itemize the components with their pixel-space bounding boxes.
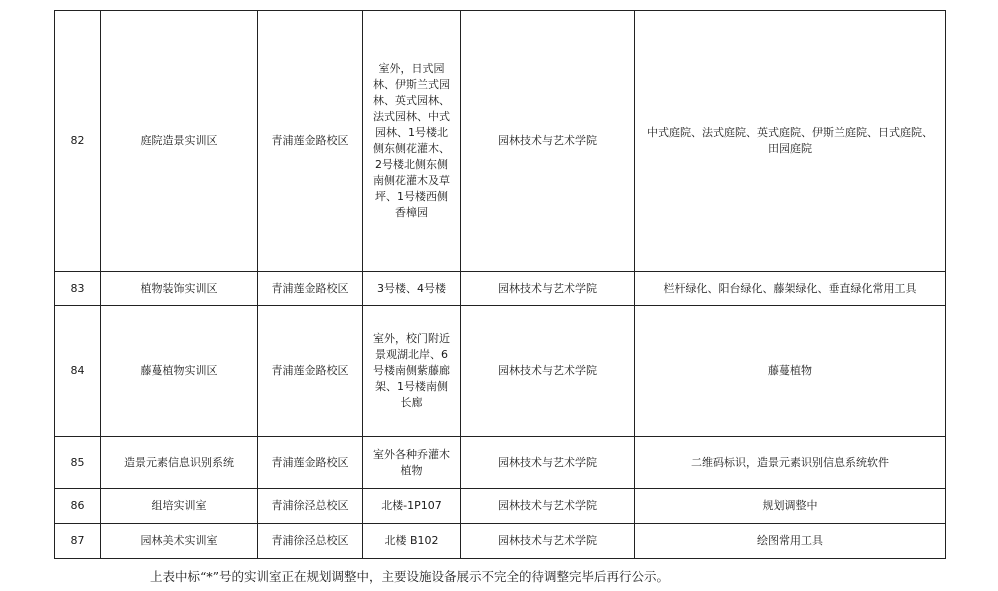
college: 园林技术与艺术学院 <box>461 11 635 272</box>
location-line: 香樟园 <box>395 206 428 219</box>
location-line: 林、伊斯兰式园 <box>373 78 450 91</box>
location-line: 坪、1号楼西侧 <box>375 190 448 203</box>
location-line: 室外，校门附近 <box>373 332 450 345</box>
college: 园林技术与艺术学院 <box>461 437 635 489</box>
equipment-line: 规划调整中 <box>762 499 818 512</box>
table-row <box>55 306 946 437</box>
equipment <box>635 524 946 559</box>
room-name: 组培实训室 <box>101 489 258 524</box>
campus: 青浦莲金路校区 <box>258 306 363 437</box>
row-number: 87 <box>55 524 101 559</box>
equipment <box>635 437 946 489</box>
location-line: 北楼 B102 <box>384 534 439 547</box>
table-row <box>55 524 946 559</box>
equipment-line: 田园庭院 <box>768 142 812 155</box>
table-row <box>55 437 946 489</box>
location-line: 法式园林、中式 <box>373 110 450 123</box>
room-name: 园林美术实训室 <box>101 524 258 559</box>
equipment <box>635 11 946 272</box>
location <box>363 11 461 272</box>
location-line: 室外各种乔灌木 <box>373 447 450 461</box>
equipment <box>635 489 946 524</box>
table-row <box>55 11 946 272</box>
location-line: 园林、1号楼北 <box>375 126 448 139</box>
college: 园林技术与艺术学院 <box>461 489 635 524</box>
college: 园林技术与艺术学院 <box>461 272 635 306</box>
campus: 青浦徐泾总校区 <box>258 524 363 559</box>
location-line: 长廊 <box>400 396 423 409</box>
table-body <box>55 11 946 559</box>
room-name: 庭院造景实训区 <box>101 11 258 272</box>
campus: 青浦莲金路校区 <box>258 437 363 489</box>
equipment <box>635 272 946 306</box>
row-number: 83 <box>55 272 101 306</box>
row-number: 84 <box>55 306 101 437</box>
equipment-line: 中式庭院、法式庭院、英式庭院、伊斯兰庭院、日式庭院、 <box>647 126 933 139</box>
location <box>363 306 461 437</box>
college: 园林技术与艺术学院 <box>461 306 635 437</box>
location-line: 2号楼北侧东侧 <box>375 158 448 171</box>
location <box>363 437 461 489</box>
campus: 青浦莲金路校区 <box>258 272 363 306</box>
table-row <box>55 272 946 306</box>
table-row <box>55 489 946 524</box>
college: 园林技术与艺术学院 <box>461 524 635 559</box>
location-line: 侧东侧花灌木、 <box>373 142 450 155</box>
training-room-table <box>54 10 946 559</box>
row-number: 86 <box>55 489 101 524</box>
location-line: 植物 <box>400 463 423 477</box>
location <box>363 489 461 524</box>
equipment-line: 藤蔓植物 <box>768 364 812 377</box>
location-line: 景观湖北岸、6 <box>375 348 448 361</box>
equipment-line: 栏杆绿化、阳台绿化、藤架绿化、垂直绿化常用工具 <box>663 281 917 295</box>
equipment <box>635 306 946 437</box>
room-name: 藤蔓植物实训区 <box>101 306 258 437</box>
equipment-line: 二维码标识，造景元素识别信息系统软件 <box>691 455 889 469</box>
location <box>363 272 461 306</box>
location-line: 架、1号楼南侧 <box>375 380 448 393</box>
location-line: 室外，日式园 <box>378 62 445 75</box>
row-number: 85 <box>55 437 101 489</box>
location-line: 号楼南侧紫藤廊 <box>373 364 450 377</box>
row-number: 82 <box>55 11 101 272</box>
campus: 青浦徐泾总校区 <box>258 489 363 524</box>
location-line: 南侧花灌木及草 <box>373 174 450 187</box>
location-line: 3号楼、4号楼 <box>377 281 446 295</box>
room-name: 植物装饰实训区 <box>101 272 258 306</box>
location-line: 林、英式园林、 <box>373 94 450 107</box>
location <box>363 524 461 559</box>
equipment-line: 绘图常用工具 <box>757 534 823 547</box>
location-line: 北楼-1P107 <box>381 499 442 512</box>
table-footnote: 上表中标“*”号的实训室正在规划调整中，主要设施设备展示不完全的待调整完毕后再行公示。 <box>150 569 670 584</box>
room-name: 造景元素信息识别系统 <box>101 437 258 489</box>
campus: 青浦莲金路校区 <box>258 11 363 272</box>
